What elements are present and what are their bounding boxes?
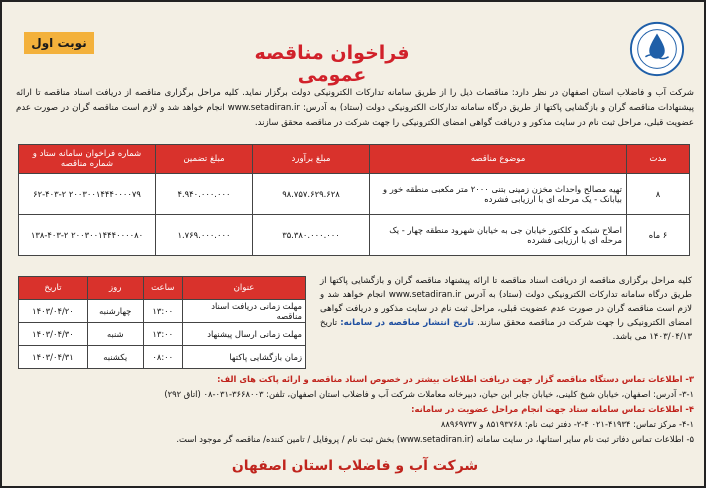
table-row — [19, 323, 306, 346]
contact-address: ۳-۱- آدرس: اصفهان، خیابان شیخ کلینی، خیابان جابر ابن حیان، دبیرخانه معاملات شرکت آب و فاضلاب استان اصفهان، تلفن: ۳۶۶۸۰۰۳-۰۳۱-۰۸ (اتاق ۲۹۲) — [164, 389, 694, 399]
schedule-date: ۱۴۰۳/۰۴/۲۰ — [19, 300, 88, 323]
company-name: شرکت آب و فاضلاب استان اصفهان — [231, 458, 479, 474]
col-day: روز — [87, 277, 143, 300]
contact-heading: ۳- اطلاعات تماس دستگاه مناقصه گزار جهت دریافت اطلاعات بیشتر در خصوص اسناد مناقصه و ارائه پاکت های الف: — [217, 374, 694, 384]
contact-info — [16, 372, 694, 447]
procedure-paragraph — [320, 274, 692, 344]
col-subject: موضوع مناقصه — [370, 145, 627, 174]
publish-date: تاریخ ۱۴۰۳/۰۴/۱۳ می باشد. — [320, 318, 692, 342]
subject-cell: تهیه مصالح واحداث مخزن زمینی بتنی ۲۰۰۰ متر مکعبی منطقه خور و بیابانک - یک مرحله ای با ارزیابی فشرده — [370, 174, 627, 215]
tenders-table-header — [19, 145, 690, 174]
schedule-time: ۰۸:۰۰ — [143, 346, 182, 369]
schedule-date: ۱۴۰۳/۰۴/۳۱ — [19, 346, 88, 369]
water-company-logo — [628, 20, 686, 78]
tenders-table — [18, 144, 690, 256]
procedure-text: کلیه مراحل برگزاری مناقصه از دریافت اسناد مناقصه تا ارائه پیشنهاد مناقصه گران و بازگشایی پاکتها از طریق درگاه سامانه تدارکات الکترونیکی دولت (ستاد) به آدرس www.setadiran.ir انجام خواهد شد و لازم است مناقصه گران در صورت عدم عضویت قبلی، مراحل ثبت نام در سایت مذکور و دریافت گواهی امضای الکترونیکی را جهت شرکت در مناقصه محقق سازند. — [320, 276, 692, 328]
guarantee-cell: ۴.۹۴۰.۰۰۰.۰۰۰ — [156, 174, 253, 215]
col-date: تاریخ — [19, 277, 88, 300]
table-row — [19, 300, 306, 323]
first-round-badge: نوبت اول — [24, 32, 94, 54]
subject-cell: اصلاح شبکه و کلکتور خیابان جی به خیابان شهرود منطقه چهار - یک مرحله ای با ارزیابی فشرده — [370, 215, 627, 256]
estimate-cell: ۹۸.۷۵۷.۶۲۹.۶۲۸ — [253, 174, 370, 215]
setad-contact: ۴-۱- مرکز تماس: ۴۱۹۳۴-۰۲۱ ۴-۲- دفتر ثبت نام: ۸۵۱۹۳۷۶۸ و ۸۸۹۶۹۷۳۷ — [440, 419, 694, 429]
schedule-header — [19, 277, 306, 300]
schedule-time: ۱۳:۰۰ — [143, 300, 182, 323]
col-time: ساعت — [143, 277, 182, 300]
schedule-title: مهلت زمانی ارسال پیشنهاد — [183, 323, 306, 346]
schedule-table — [18, 276, 306, 369]
schedule-title: مهلت زمانی دریافت اسناد مناقصه — [183, 300, 306, 323]
table-row — [19, 346, 306, 369]
duration-cell: ۸ — [627, 174, 690, 215]
estimate-cell: ۳۵.۳۸۰.۰۰۰.۰۰۰ — [253, 215, 370, 256]
col-duration: مدت — [627, 145, 690, 174]
duration-cell: ۶ ماه — [627, 215, 690, 256]
col-guarantee: مبلغ تضمین — [156, 145, 253, 174]
schedule-day: یکشنبه — [87, 346, 143, 369]
publish-date-label: تاریخ انتشار مناقصه در سامانه: — [340, 318, 475, 328]
number-cell: ۲۰۰۳۰۰۱۴۴۴۰۰۰۰۸۰ ۱۳۸-۴۰۳-۲ — [19, 215, 156, 256]
setad-heading: ۴- اطلاعات تماس سامانه ستاد جهت انجام مراحل عضویت در سامانه: — [411, 404, 694, 414]
schedule-time: ۱۳:۰۰ — [143, 323, 182, 346]
schedule-title: زمان بازگشایی پاکتها — [183, 346, 306, 369]
provinces-contact: ۵- اطلاعات تماس دفاتر ثبت نام سایر استانها، در سایت سامانه (www.setadiran.ir) بخش ثبت نام / پروفایل / تامین کننده/ مناقصه گر موجود است. — [176, 434, 694, 444]
col-title: عنوان — [183, 277, 306, 300]
schedule-date: ۱۴۰۳/۰۴/۳۰ — [19, 323, 88, 346]
table-row — [19, 174, 690, 215]
notice-title: فراخوان مناقصه عمومی — [254, 42, 410, 86]
table-row — [19, 215, 690, 256]
schedule-day: چهارشنبه — [87, 300, 143, 323]
intro-paragraph: شرکت آب و فاضلاب استان اصفهان در نظر دارد: مناقصات ذیل را از طریق سامانه تدارکات الکترونیکی دولت برگزار نماید. کلیه مراحل برگزاری مناقصه از دریافت اسناد مناقصه تا ارائه پیشنهادات مناقصه گران و بازگشایی پاکتها از طریق درگاه سامانه تدارکات الکترونیکی دولت (ستاد) به آدرس: www.setadiran.ir انجام خواهد شد و لازم است مناقصه گران در صورت عدم عضویت قبلی، مراحل ثبت نام در سایت مذکور و دریافت گواهی امضای الکترونیکی را جهت شرکت در مناقصه محقق سازند. — [16, 88, 695, 128]
col-estimate: مبلغ برآورد — [253, 145, 370, 174]
number-cell: ۲۰۰۳۰۰۱۴۴۴۰۰۰۰۷۹ ۶۲-۴۰۳-۲ — [19, 174, 156, 215]
guarantee-cell: ۱.۷۶۹.۰۰۰.۰۰۰ — [156, 215, 253, 256]
schedule-day: شنبه — [87, 323, 143, 346]
col-number: شماره فراخوان سامانه ستاد و شماره مناقصه — [19, 145, 156, 174]
